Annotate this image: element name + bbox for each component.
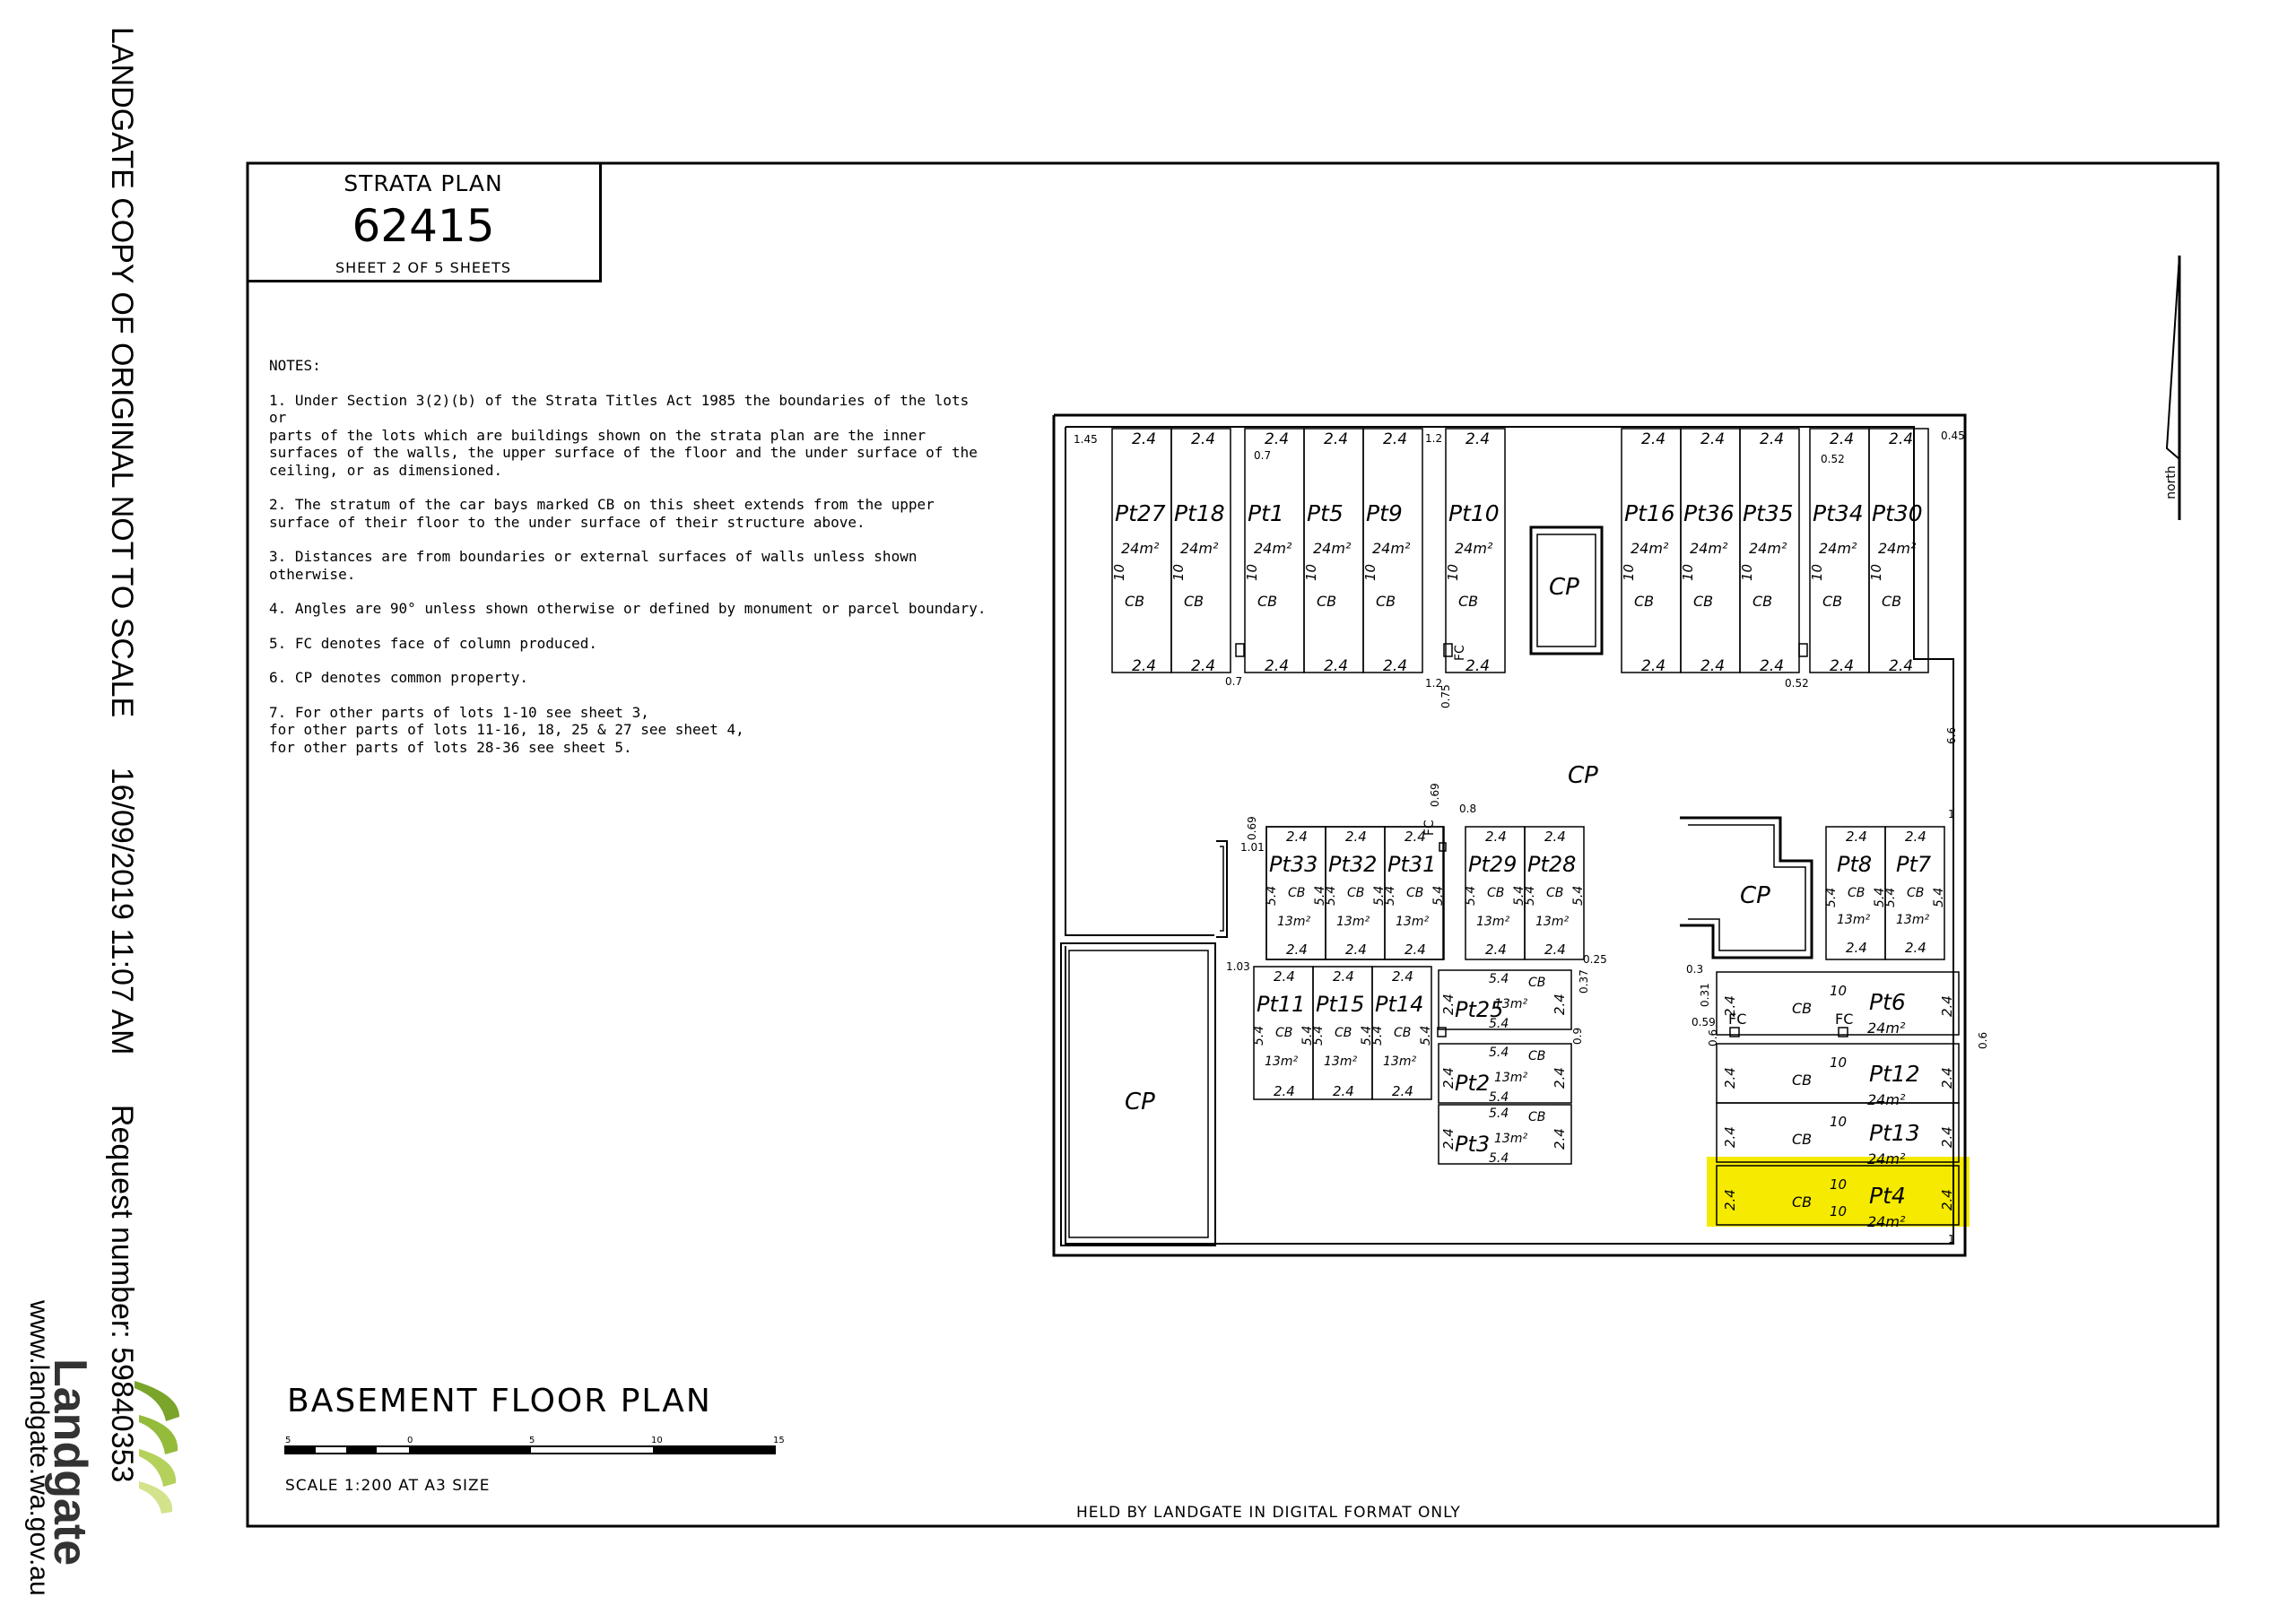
bay-length: 10 — [1170, 563, 1187, 581]
cb-label: CB — [1528, 1110, 1546, 1124]
scale-tick-label: 15 — [773, 1436, 785, 1445]
fc-label: FC — [1835, 1011, 1854, 1028]
bay-width-bottom: 2.4 — [1700, 657, 1726, 675]
lot-area: 13m² — [1896, 913, 1930, 927]
bay-width: 2.4 — [1722, 995, 1738, 1017]
lot-label: Pt1 — [1248, 500, 1284, 526]
bay-width-top: 2.4 — [1760, 430, 1785, 448]
lot-area: 13m² — [1494, 1132, 1528, 1146]
bay-width-bottom: 2.4 — [1760, 657, 1785, 675]
dim-0-31: 0.31 — [1699, 983, 1711, 1007]
bay-length: 10 — [1621, 563, 1637, 581]
dim-1-03: 1.03 — [1226, 960, 1250, 973]
note-6: 6. CP denotes common property. — [269, 669, 528, 686]
dim-0-75: 0.75 — [1439, 684, 1452, 708]
bay-width: 2.4 — [1552, 1128, 1568, 1150]
bay-length: 5.4 — [1489, 1017, 1509, 1031]
cb-label: CB — [1458, 593, 1479, 610]
notes-heading: NOTES: — [269, 357, 321, 374]
bay-width: 2.4 — [1939, 995, 1955, 1017]
bay-width-top: 2.4 — [1465, 430, 1491, 448]
cb-label: CB — [1792, 1131, 1813, 1148]
bay-length: 5.4 — [1883, 887, 1898, 907]
bay-width: 2.4 — [1440, 1128, 1457, 1150]
bay-length: 5.4 — [1324, 885, 1338, 906]
dim-0-52-top: 0.52 — [1821, 453, 1845, 465]
scale-tick-label: 5 — [529, 1436, 535, 1445]
bay-width-bottom: 2.4 — [1485, 942, 1507, 958]
cb-label: CB — [1317, 593, 1337, 610]
lot-area: 24m² — [1690, 540, 1728, 557]
bay-width: 2.4 — [1722, 1067, 1738, 1089]
bay-width-top: 2.4 — [1333, 968, 1354, 985]
bay-length: 5.4 — [1372, 885, 1387, 906]
cb-label: CB — [1752, 593, 1773, 610]
footer-note: HELD BY LANDGATE IN DIGITAL FORMAT ONLY — [1076, 1504, 1461, 1522]
cb-label: CB — [1528, 976, 1546, 990]
bay-width-top: 2.4 — [1345, 829, 1367, 845]
bay-width-bottom: 2.4 — [1324, 657, 1349, 675]
lot-area: 13m² — [1396, 915, 1430, 929]
bay-width-bottom: 2.4 — [1286, 942, 1308, 958]
dim-1-45: 1.45 — [1074, 433, 1098, 446]
bay-length: 10 — [1244, 563, 1260, 581]
bay-width-bottom: 2.4 — [1265, 657, 1290, 675]
bay-width: 2.4 — [1440, 1067, 1457, 1089]
cb-label: CB — [1376, 593, 1396, 610]
lot-area: 13m² — [1494, 997, 1528, 1011]
bay-length: 5.4 — [1489, 1107, 1509, 1121]
dim-0-7-bottom: 0.7 — [1225, 675, 1243, 688]
lot-label: Pt7 — [1896, 852, 1932, 877]
bay-width: 2.4 — [1440, 994, 1457, 1015]
lot-label: Pt4 — [1869, 1183, 1906, 1209]
bay-width-bottom: 2.4 — [1274, 1083, 1295, 1099]
bay-width-bottom: 2.4 — [1392, 1083, 1413, 1099]
bay-length: 10 — [1680, 563, 1696, 581]
bay-length: 5.4 — [1300, 1025, 1315, 1046]
lot-label: Pt10 — [1448, 500, 1500, 526]
bay-width-top: 2.4 — [1830, 430, 1855, 448]
lot-label: Pt35 — [1743, 500, 1794, 526]
bay-length: 10 — [1739, 563, 1755, 581]
lot-label: Pt18 — [1174, 500, 1225, 526]
dim-0-69-a: 0.69 — [1429, 783, 1441, 807]
bay-length: 5.4 — [1932, 887, 1946, 907]
cb-label: CB — [1693, 593, 1714, 610]
copy-notice: LANDGATE COPY OF ORIGINAL NOT TO SCALE — [105, 27, 139, 718]
cb-label: CB — [1882, 593, 1902, 610]
bay-width: 2.4 — [1552, 1067, 1568, 1089]
lot-label: Pt33 — [1269, 852, 1318, 877]
plan-number: 62415 — [352, 200, 495, 252]
bay-width-top: 2.4 — [1265, 430, 1290, 448]
fc-label: FC — [1453, 645, 1467, 661]
bay-length: 5.4 — [1464, 885, 1478, 906]
note-5: 5. FC denotes face of column produced. — [269, 634, 598, 652]
cb-label: CB — [1848, 886, 1866, 900]
dim-1-2-bottom: 1.2 — [1425, 677, 1443, 690]
bay-width-bottom: 2.4 — [1830, 657, 1855, 675]
bay-width-top: 2.4 — [1286, 829, 1308, 845]
lot-label: Pt13 — [1869, 1120, 1920, 1146]
dim-0-37: 0.37 — [1578, 969, 1590, 994]
bay-width: 2.4 — [1939, 1189, 1955, 1211]
lot-label: Pt9 — [1366, 500, 1403, 526]
cb-label: CB — [1406, 886, 1424, 900]
bay-length: 10 — [1868, 563, 1884, 581]
request-number: Request number: 59840353 — [105, 1104, 139, 1483]
cb-label: CB — [1347, 886, 1365, 900]
bay-width: 2.4 — [1939, 1126, 1955, 1148]
cp-label-column: CP — [1549, 574, 1579, 601]
website-url: www.landgate.wa.gov.au — [24, 1300, 54, 1596]
dim-1-bottom: 1 — [1948, 1233, 1955, 1245]
dim-6-6: 6.6 — [1945, 726, 1958, 744]
lot-area: 13m² — [1383, 1055, 1417, 1069]
bay-length: 10 — [1809, 563, 1825, 581]
bay-width-bottom: 2.4 — [1383, 657, 1408, 675]
bay-length: 5.4 — [1265, 885, 1279, 906]
lot-area: 24m² — [1867, 1213, 1906, 1230]
dim-0-6-left: 0.6 — [1707, 1028, 1719, 1046]
dim-0-69-b: 0.69 — [1246, 816, 1258, 840]
cp-label-left: CP — [1125, 1089, 1155, 1115]
lot-area: 24m² — [1254, 540, 1292, 557]
bay-length: 5.4 — [1873, 887, 1887, 907]
lot-label: Pt16 — [1624, 500, 1675, 526]
cb-label: CB — [1125, 593, 1145, 610]
lot-label: Pt5 — [1307, 500, 1344, 526]
cb-label: CB — [1487, 886, 1505, 900]
lot-label: Pt30 — [1872, 500, 1923, 526]
lot-label: Pt12 — [1869, 1061, 1920, 1087]
column-marker — [1236, 644, 1244, 656]
bay-length: 5.4 — [1489, 972, 1509, 986]
lot-label: Pt2 — [1455, 1071, 1491, 1096]
lot-label: Pt28 — [1527, 852, 1577, 877]
cb-label: CB — [1634, 593, 1655, 610]
bay-width-bottom: 2.4 — [1846, 940, 1867, 956]
bay-length: 5.4 — [1512, 885, 1526, 906]
fc-label: FC — [1422, 820, 1437, 836]
bay-width-bottom: 2.4 — [1191, 657, 1216, 675]
bay-width-top: 2.4 — [1889, 430, 1914, 448]
lot-label: Pt6 — [1869, 989, 1906, 1015]
lot-label: Pt3 — [1455, 1132, 1491, 1157]
bay-width: 2.4 — [1722, 1126, 1738, 1148]
lot-area: 24m² — [1455, 540, 1493, 557]
lot-label: Pt34 — [1813, 500, 1864, 526]
cb-label: CB — [1335, 1026, 1352, 1040]
lot-label: Pt8 — [1837, 852, 1873, 877]
cb-label: CB — [1792, 1000, 1813, 1017]
bay-width-bottom: 2.4 — [1905, 940, 1926, 956]
scale-bar — [283, 1430, 786, 1466]
cp-label-main: CP — [1568, 762, 1598, 789]
scale-label: SCALE 1:200 AT A3 SIZE — [285, 1477, 491, 1495]
lot-area: 24m² — [1749, 540, 1787, 557]
bay-width-bottom: 2.4 — [1345, 942, 1367, 958]
lot-label: Pt31 — [1387, 852, 1437, 877]
title-label: STRATA PLAN — [344, 170, 503, 196]
lot-label: Pt27 — [1115, 500, 1166, 526]
column-marker — [1799, 644, 1807, 656]
bay-width-top: 2.4 — [1485, 829, 1507, 845]
plan-title: BASEMENT FLOOR PLAN — [287, 1383, 712, 1419]
bay-width-bottom: 2.4 — [1333, 1083, 1354, 1099]
bay-length: 5.4 — [1252, 1025, 1266, 1046]
bay-length: 10 — [1111, 563, 1127, 581]
bay-length: 5.4 — [1383, 885, 1397, 906]
bay-width: 2.4 — [1552, 994, 1568, 1015]
bay-width-top: 2.4 — [1191, 430, 1216, 448]
bay-width-top: 2.4 — [1700, 430, 1726, 448]
bay-width-top: 2.4 — [1905, 829, 1926, 845]
bay-width-bottom: 2.4 — [1405, 942, 1426, 958]
dim-1-2-top: 1.2 — [1425, 432, 1443, 445]
bay-width-top: 2.4 — [1544, 829, 1566, 845]
lot-area: 24m² — [1372, 540, 1411, 557]
car-bay — [1717, 1103, 1959, 1162]
bay-width-top: 2.4 — [1846, 829, 1867, 845]
bay-length: 5.4 — [1360, 1025, 1374, 1046]
note-7: 7. For other parts of lots 1-10 see sheet 3, for other parts of lots 11-16, 18, 25 & 27 see sheet 4, for other parts of lots 28-36 see sheet 5. — [269, 703, 744, 756]
lot-area: 13m² — [1837, 913, 1871, 927]
car-bay — [1717, 1044, 1959, 1103]
lot-area: 13m² — [1494, 1071, 1528, 1085]
bay-length: 10 — [1303, 563, 1319, 581]
fc-label: FC — [1728, 1011, 1747, 1028]
lot-label: Pt32 — [1328, 852, 1378, 877]
lot-area: 24m² — [1819, 540, 1857, 557]
bay-length: 10 — [1445, 563, 1461, 581]
cb-label: CB — [1288, 886, 1306, 900]
dim-0-45: 0.45 — [1941, 430, 1965, 442]
lot-label: Pt14 — [1375, 992, 1424, 1017]
lot-area: 13m² — [1336, 915, 1370, 929]
bay-length: 5.4 — [1824, 887, 1839, 907]
lot-area: 24m² — [1867, 1150, 1906, 1167]
dim-1-01: 1.01 — [1240, 841, 1265, 854]
bay-width-bottom: 2.4 — [1641, 657, 1666, 675]
bay-length: 10 — [1830, 1114, 1848, 1130]
sheet-label: SHEET 2 OF 5 SHEETS — [335, 259, 511, 276]
bay-width-top: 2.4 — [1383, 430, 1408, 448]
bay-width: 2.4 — [1939, 1067, 1955, 1089]
lot-area: 24m² — [1313, 540, 1352, 557]
bay-length: 5.4 — [1523, 885, 1537, 906]
cb-label: CB — [1257, 593, 1278, 610]
note-1: 1. Under Section 3(2)(b) of the Strata Titles Act 1985 the boundaries of the lots or parts of the lots which are buildings shown on the strata plan are the inner surfaces of the walls, the upper surface of the floor and the under surface of the ceiling, or as dimensioned. — [269, 391, 978, 479]
bay-length: 5.4 — [1489, 1151, 1509, 1166]
scale-tick-label: 10 — [651, 1436, 663, 1445]
note-2: 2. The stratum of the car bays marked CB on this sheet extends from the upper surface of their floor to the under surface of their structure above. — [269, 496, 935, 531]
bay-width-top: 2.4 — [1405, 829, 1426, 845]
lot-area: 24m² — [1867, 1020, 1906, 1037]
dim-0-52-bottom: 0.52 — [1785, 677, 1809, 690]
cb-label: CB — [1394, 1026, 1412, 1040]
dim-1-top: 1 — [1948, 808, 1955, 820]
timestamp: 16/09/2019 11:07 AM — [105, 767, 139, 1055]
lot-area: 24m² — [1867, 1091, 1906, 1108]
north-label: north — [2163, 465, 2179, 499]
dim-0-7-top: 0.7 — [1254, 449, 1272, 462]
lot-label: Pt15 — [1316, 992, 1365, 1017]
bay-width-top: 2.4 — [1274, 968, 1295, 985]
bay-length: 5.4 — [1313, 885, 1327, 906]
dim-0-3: 0.3 — [1686, 963, 1704, 976]
bay-length: 5.4 — [1571, 885, 1586, 906]
lot-area: 24m² — [1878, 540, 1917, 557]
dim-0-59: 0.59 — [1692, 1016, 1716, 1028]
bay-length: 5.4 — [1419, 1025, 1433, 1046]
lot-label: Pt25 — [1455, 997, 1504, 1022]
cb-label: CB — [1184, 593, 1205, 610]
bay-length: 5.4 — [1489, 1090, 1509, 1105]
cb-label: CB — [1907, 886, 1925, 900]
note-4: 4. Angles are 90° unless shown otherwise or defined by monument or parcel boundary. — [269, 600, 987, 617]
cb-label: CB — [1275, 1026, 1293, 1040]
cb-label: CB — [1528, 1049, 1546, 1063]
bay-length: 5.4 — [1489, 1046, 1509, 1060]
bay-width-top: 2.4 — [1641, 430, 1666, 448]
bay-length: 5.4 — [1370, 1025, 1385, 1046]
bay-length: 10 — [1830, 1055, 1848, 1071]
bay-width-top: 2.4 — [1324, 430, 1349, 448]
lot-area: 24m² — [1631, 540, 1669, 557]
lot-label: Pt29 — [1468, 852, 1518, 877]
bay-width-bottom: 2.4 — [1465, 657, 1491, 675]
bay-width-top: 2.4 — [1132, 430, 1157, 448]
dim-0-25: 0.25 — [1583, 953, 1607, 966]
brand-name: Landgate — [44, 1358, 96, 1567]
bay-length: 5.4 — [1311, 1025, 1326, 1046]
bay-width-bottom: 2.4 — [1132, 657, 1157, 675]
lot-area: 13m² — [1324, 1055, 1358, 1069]
bay-width-bottom: 2.4 — [1889, 657, 1914, 675]
bay-length: 10 — [1830, 1203, 1848, 1219]
lot-label: Pt36 — [1683, 500, 1735, 526]
cb-label: CB — [1792, 1072, 1813, 1089]
scale-tick-label: 0 — [407, 1436, 413, 1445]
lot-area: 13m² — [1265, 1055, 1299, 1069]
note-3: 3. Distances are from boundaries or external surfaces of walls unless shown otherwise. — [269, 548, 918, 583]
cp-label-right: CP — [1740, 882, 1770, 909]
lot-area: 13m² — [1476, 915, 1510, 929]
bay-width-bottom: 2.4 — [1544, 942, 1566, 958]
bay-width: 2.4 — [1722, 1189, 1738, 1211]
bay-length: 10 — [1830, 1176, 1848, 1193]
lot-area: 24m² — [1121, 540, 1160, 557]
bay-length: 10 — [1362, 563, 1378, 581]
bay-length: 5.4 — [1431, 885, 1446, 906]
dim-0-9: 0.9 — [1571, 1027, 1584, 1045]
lot-area: 24m² — [1180, 540, 1219, 557]
cb-label: CB — [1822, 593, 1843, 610]
bay-length: 10 — [1830, 983, 1848, 999]
scale-tick-label: 5 — [285, 1436, 291, 1445]
lot-label: Pt11 — [1257, 992, 1306, 1017]
bay-width-top: 2.4 — [1392, 968, 1413, 985]
dim-0-8: 0.8 — [1459, 803, 1477, 815]
dim-0-6-right: 0.6 — [1977, 1031, 1989, 1049]
cb-label: CB — [1546, 886, 1564, 900]
cb-label: CB — [1792, 1193, 1813, 1211]
lot-area: 13m² — [1535, 915, 1570, 929]
lot-area: 13m² — [1277, 915, 1311, 929]
